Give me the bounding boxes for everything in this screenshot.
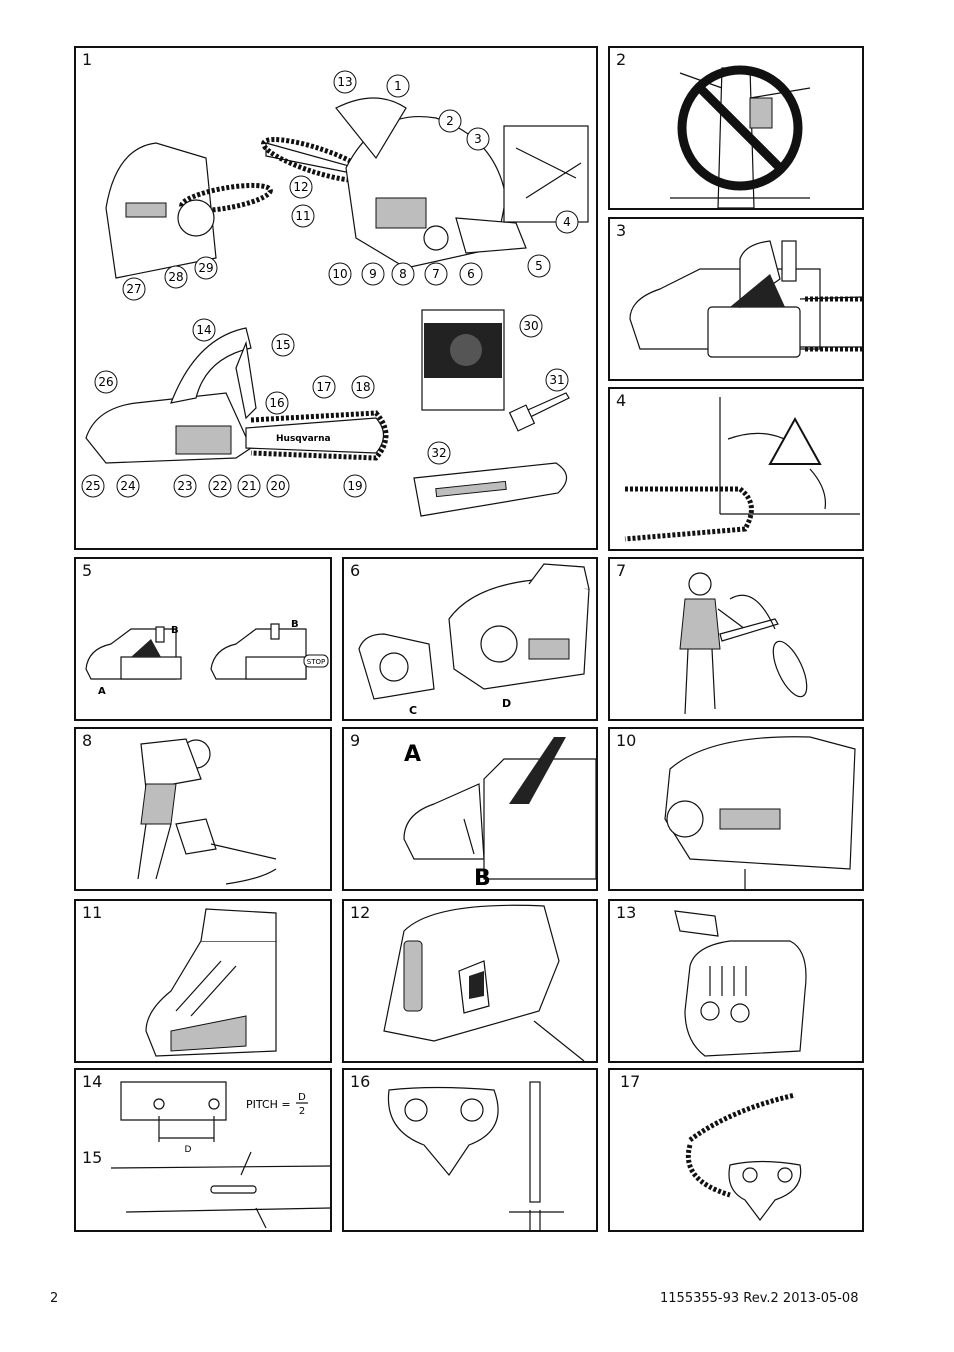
clutch-cover [106,143,272,278]
svg-text:15: 15 [275,338,291,352]
page-number: 2 [50,1291,59,1306]
figure-number: 9 [350,731,361,750]
svg-text:6: 6 [467,267,475,281]
chain-brake-engage-diagram [344,729,596,889]
figure-number: 3 [616,221,627,240]
svg-text:23: 23 [177,479,193,493]
figure-number: 16 [350,1072,371,1091]
figure-13-panel [608,899,864,1063]
chain-pitch-and-bar-diagram [76,1070,330,1230]
detail-inset [504,126,588,222]
svg-text:25: 25 [85,479,101,493]
chainsaw-side-view [86,328,386,463]
svg-text:5: 5 [535,259,543,273]
guide-bar-cover [414,463,567,516]
label-b-left: B [171,625,179,636]
svg-text:3: 3 [474,132,482,146]
figure-number: 11 [82,903,103,922]
kickback-test-illustration [610,559,862,719]
chain-and-sprocket-wear [610,1070,862,1230]
label-c: C [409,704,418,717]
svg-text:21: 21 [241,479,257,493]
stop-sign-text: STOP [306,658,326,666]
clutch-cover-removal [344,559,596,719]
svg-text:18: 18 [355,380,371,394]
figure-16-panel [342,1068,598,1232]
label-d: D [502,697,512,710]
figure-11-panel [74,899,332,1063]
figure-number: 2 [616,50,627,69]
svg-text:12: 12 [293,180,309,194]
chain-brake-front-hand-guard [610,219,862,379]
svg-text:27: 27 [126,282,142,296]
svg-text:7: 7 [432,267,440,281]
svg-text:4: 4 [563,215,571,229]
document-reference: 1155355-93 Rev.2 2013-05-08 [660,1291,859,1306]
svg-text:19: 19 [347,479,363,493]
figure-17-panel [608,1068,864,1232]
figure-10-panel [608,727,864,891]
figure-9-panel [342,727,598,891]
rear-right-hand-guard [76,901,330,1061]
svg-text:32: 32 [431,446,447,460]
svg-text:20: 20 [270,479,286,493]
figure-number: 14 [82,1072,103,1091]
figure-number: 8 [82,731,93,750]
figure-number: 7 [616,561,627,580]
drive-sprocket-measurement [344,1070,596,1230]
figure-number: 12 [350,903,371,922]
svg-text:11: 11 [295,209,311,223]
pitch-formula-text: PITCH = [246,1098,291,1111]
svg-text:26: 26 [98,375,114,389]
figure-number: 4 [616,391,627,410]
svg-text:1: 1 [394,79,402,93]
svg-text:8: 8 [399,267,407,281]
svg-text:29: 29 [198,261,214,275]
figure-number: 10 [616,731,637,750]
figure-14-15-panel [74,1068,332,1232]
brand-name: Husqvarna [276,434,331,444]
figure-8-panel [74,727,332,891]
svg-text:17: 17 [316,380,332,394]
starting-position-illustration [76,729,330,889]
figure-7-panel [608,557,864,721]
figure-number: 6 [350,561,361,580]
chain-catcher-illustration [610,729,862,889]
svg-text:10: 10 [332,267,348,281]
figure-5-panel [74,557,332,721]
svg-text:24: 24 [120,479,136,493]
figure-number: 1 [82,50,93,69]
svg-text:14: 14 [196,323,212,337]
label-b: B [474,866,491,889]
no-climbing-with-saw-symbol [610,48,862,208]
stop-switch-illustration [344,901,596,1061]
figure-2-panel [608,46,864,210]
figure-12-panel [342,899,598,1063]
figure-1-panel [74,46,598,550]
svg-text:16: 16 [269,396,285,410]
svg-text:13: 13 [337,75,353,89]
pitch-formula-numerator: D [298,1092,306,1103]
svg-text:28: 28 [168,270,184,284]
label-a: A [404,742,422,767]
chain-brake-activation [76,559,330,719]
pitch-formula-denominator: 2 [298,1106,306,1117]
svg-text:22: 22 [212,479,228,493]
figure-number: 5 [82,561,93,580]
svg-text:9: 9 [369,267,377,281]
muffler-illustration [610,901,862,1061]
label-a: A [98,686,106,697]
svg-text:30: 30 [523,319,539,333]
svg-text:2: 2 [446,114,454,128]
figure-number: 17 [620,1072,641,1091]
figure-number: 13 [616,903,637,922]
kickback-zone-diagram [610,389,862,549]
chainsaw-overview-illustration [76,48,596,548]
combination-spanner [510,393,569,431]
figure-number: 15 [82,1148,103,1167]
svg-text:31: 31 [549,373,565,387]
operator-manual [422,310,504,410]
figure-6-panel [342,557,598,721]
figure-3-panel [608,217,864,381]
figure-4-panel [608,387,864,551]
d-dimension-label: D [184,1145,192,1155]
label-b-right: B [291,619,299,630]
